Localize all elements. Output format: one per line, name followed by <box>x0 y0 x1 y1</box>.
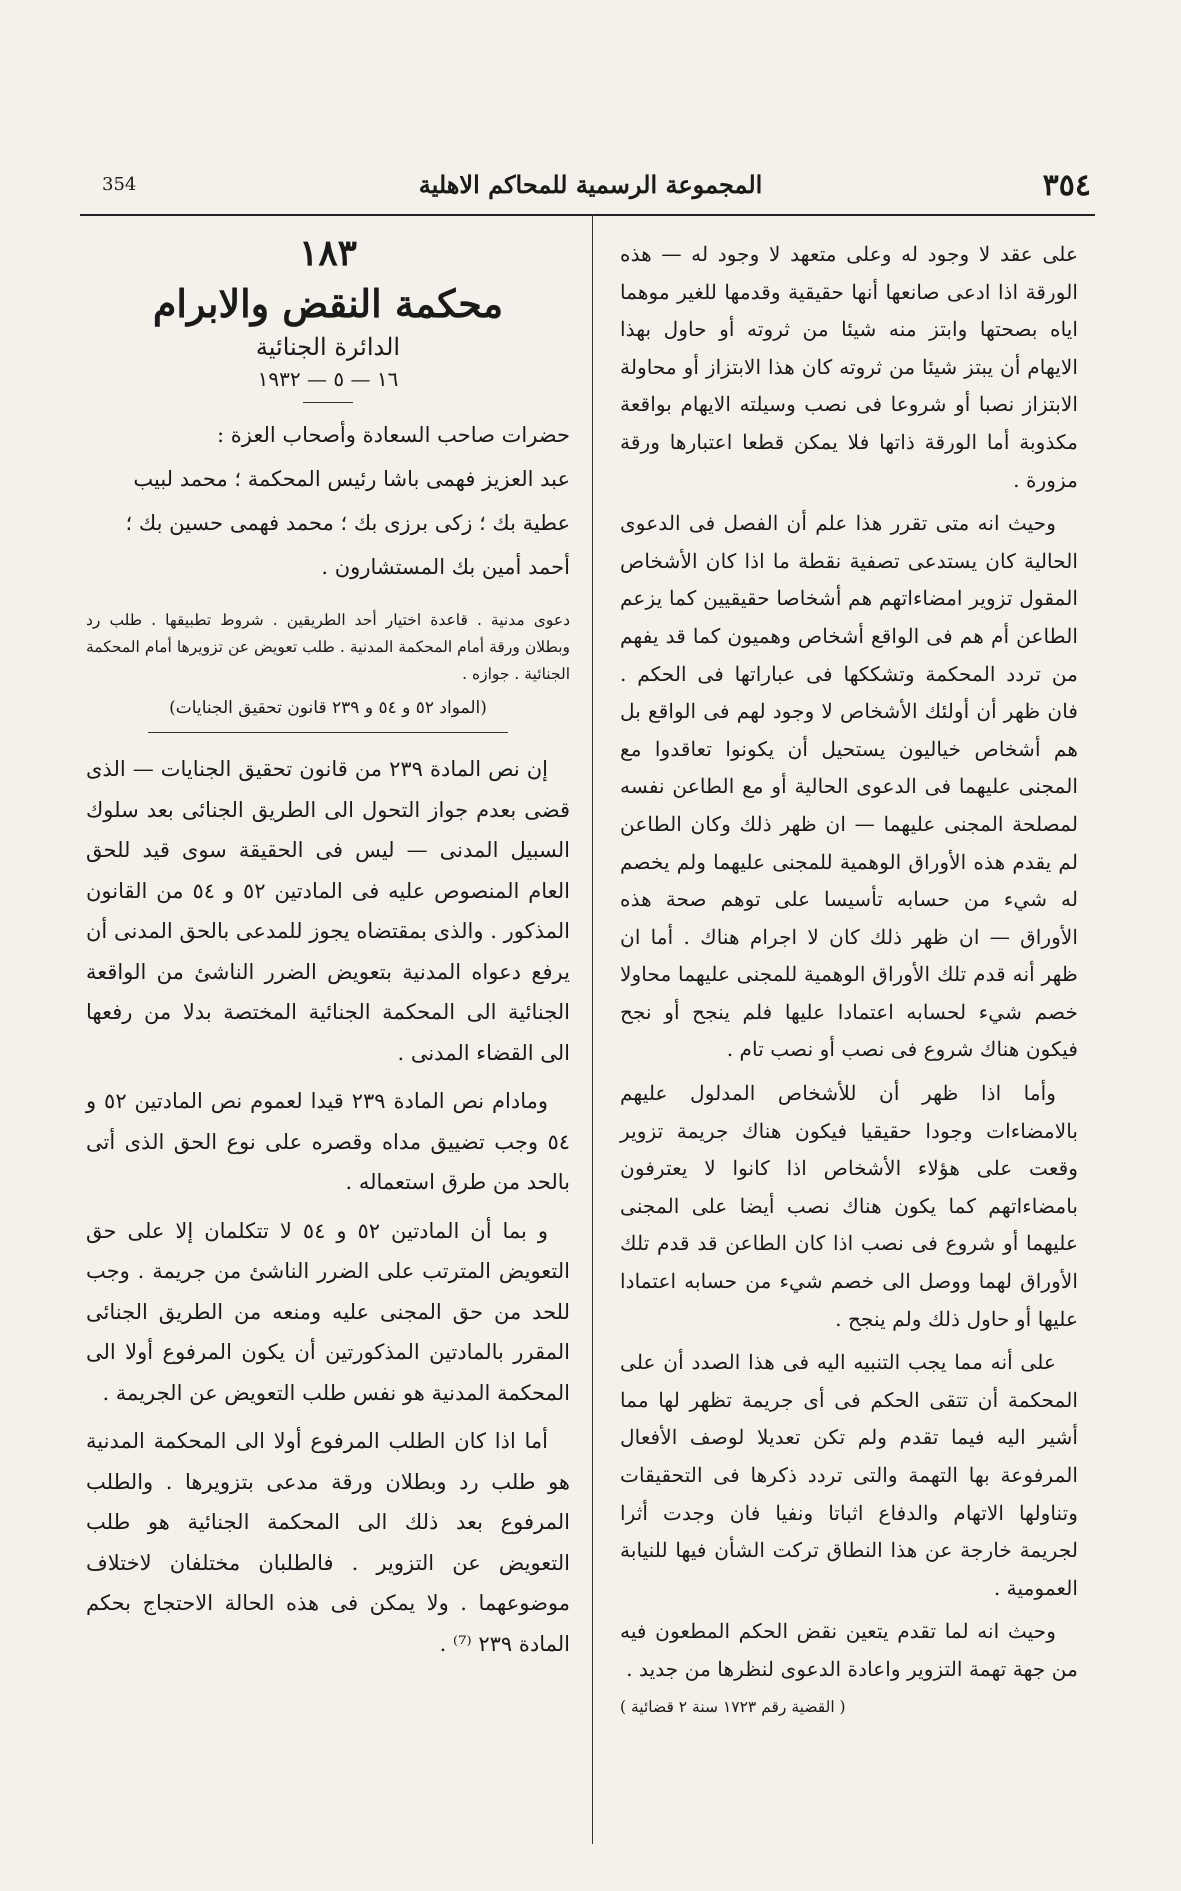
court-name: محكمة النقض والابرام <box>152 281 504 326</box>
left-column <box>86 232 570 1672</box>
right-column <box>620 236 1078 1719</box>
judges-line: أحمد أمين بك المستشارون . <box>321 555 570 579</box>
page-number-arabic: ٣٥٤ <box>1042 168 1091 203</box>
column-divider <box>592 214 593 1844</box>
headnote-paragraph-1: إن نص المادة ٢٣٩ من قانون تحقيق الجنايات — الذى قضى بعدم جواز التحول الى الطريق الجنائى بعد سلوك السبيل المدنى — ليس فى الحقيقة سوى قيد للحق العام المنصوص عليه فى المادتين ٥٢ و ٥٤ من القانون المذكور . والذى بمقتضاه يجوز للمدعى بالحق المدنى أن يرفع دعواه المدنية بتعويض الضرر الناشئ من الواقعة الجنائية الى المحكمة الجنائية المختصة بدلا من رفعها الى القضاء المدنى . <box>86 757 570 1065</box>
headnote-paragraph-2: ومادام نص المادة ٢٣٩ قيدا لعموم نص المادتين ٥٢ و ٥٤ وجب تضييق مداه وقصره على نوع الحق الذى أتى بالحد من طرق استعماله . <box>86 1089 570 1194</box>
page-number-latin: 354 <box>102 174 137 195</box>
headnote-paragraph-4: أما اذا كان الطلب المرفوع أولا الى المحكمة المدنية هو طلب رد وبطلان ورقة مدعى بتزويرها . والطلب المرفوع بعد ذلك الى المحكمة الجنائية هو طلب التعويض عن التزوير . فالطلبان مختلفان لاختلاف موضوعهما . ولا يمكن فى هذه الحالة الاحتجاج بحكم المادة ٢٣٩ ⁽⁷⁾ . <box>86 1429 570 1656</box>
page-header <box>90 168 1091 208</box>
header-rule <box>80 214 1095 216</box>
right-paragraph-2: وحيث انه متى تقرر هذا علم أن الفصل فى الدعوى الحالية كان يستدعى تصفية نقطة ما اذا كان الأشخاص المقول تزوير امضاءاتهم هم أشخاصا حقيقيين كما يزعم الطاعن أم هم فى الواقع أشخاص وهميون كما قد يفهم من تردد المحكمة وتشككها فى عباراتها فى الحكم . فان ظهر أن أولئك الأشخاص لا وجود لهم فى الواقع بل هم أشخاص خياليون يستحيل أن يكونوا تعاقدوا مع المجنى عليهما فى الدعوى الحالية أو مع الطاعن نفسه لمصلحة المجنى عليهما — ان ظهر ذلك وكان الطاعن لم يقدم هذه الأوراق الوهمية للمجنى عليهما ولم يخصم له شيء من حسابه تأسيسا على توهم صحة هذه الأوراق — ان ظهر ذلك كان لا اجرام هناك . أما ان ظهر أنه قدم تلك الأوراق الوهمية للمجنى عليهما محاولا خصم شيء لحسابه اعتمادا عليها فلم ينجح أو نجح فيكون هناك شروع فى نصب أو نصب تام . <box>620 511 1078 1062</box>
judges-line: عبد العزيز فهمى باشا رئيس المحكمة ؛ محمد لبيب <box>133 467 570 491</box>
cited-articles: (المواد ٥٢ و ٥٤ و ٢٣٩ قانون تحقيق الجنايات) <box>169 698 487 718</box>
judges-panel <box>86 413 570 589</box>
section-rule <box>148 732 508 733</box>
publication-title: المجموعة الرسمية للمحاكم الاهلية <box>418 170 763 199</box>
right-paragraph-4: على أنه مما يجب التنبيه اليه فى هذا الصدد أن على المحكمة أن تتقى الحكم فى أى جريمة تظهر لها مما أشير اليه فيما تقدم ولم تكن تعديلا لوصف الأفعال المرفوعة بها التهمة والتى تردد ذكرها فى التحقيقات وتناولها الاتهام والدفاع اثباتا ونفيا فان وجدت أثرا لجريمة خارجة عن هذا النطاق تركت الشأن فيها للنيابة العمومية . <box>620 1350 1078 1600</box>
right-paragraph-1: على عقد لا وجود له وعلى متعهد لا وجود له — هذه الورقة اذا ادعى صانعها أنها حقيقية وقدمها للغير موهما اياه بصحتها وابتز منه شيئا من ثروته أو حاول بهذا الايهام أن يبتز شيئا من ثروته كان هذا الابتزاز أو محاولة الابتزاز نصبا أو شروعا فى نصب وسيلته الايهام بواقعة مكذوبة أما الورقة ذاتها فلا يمكن قطعا اعتبارها ورقة مزورة . <box>620 242 1078 492</box>
judges-line: عطية بك ؛ زكى برزى بك ؛ محمد فهمى حسين بك ؛ <box>125 511 570 535</box>
headnote-body <box>86 749 570 1664</box>
right-paragraph-3: وأما اذا ظهر أن للأشخاص المدلول عليهم بالامضاءات وجودا حقيقيا فيكون هناك جريمة تزوير وقعت على هؤلاء الأشخاص اذا كانوا لا يعترفون بامضاءاتهم كما يكون هناك نصب أيضا على المجنى عليهما أو شروع فى نصب اذا كان الطاعن قد قدم تلك الأوراق لهما ووصل الى خصم شيء من حسابه اعتمادا عليها أو حاول ذلك ولم ينجح . <box>620 1081 1078 1331</box>
case-reference: ( القضية رقم ١٧٢٣ سنة ٢ قضائية ) <box>620 1697 846 1716</box>
right-paragraph-5: وحيث انه لما تقدم يتعين نقض الحكم المطعون فيه من جهة تهمة التزوير واعادة الدعوى لنظرها من جديد . <box>620 1619 1078 1681</box>
case-number: ١٨٣ <box>298 232 357 274</box>
headnote-paragraph-3: و بما أن المادتين ٥٢ و ٥٤ لا تتكلمان إلا على حق التعويض المترتب على الضرر الناشئ من جريمة . وجب للحد من حق المجنى عليه ومنعه من الطريق الجنائى المقرر بالمادتين المذكورتين أن يكون المرفوع أولا الى المحكمة المدنية هو نفس طلب التعويض عن الجريمة . <box>86 1218 570 1405</box>
judgment-date: ١٦ — ٥ — ١٩٣٢ <box>257 367 399 391</box>
judges-line: حضرات صاحب السعادة وأصحاب العزة : <box>216 423 570 447</box>
circuit-name: الدائرة الجنائية <box>255 333 401 361</box>
date-rule <box>303 402 353 403</box>
case-summary: دعوى مدنية . قاعدة اختيار أحد الطريقين . شروط تطبيقها . طلب رد وبطلان ورقة أمام المحكمة المدنية . طلب تعويض عن تزويرها أمام المحكمة الجنائية . جوازه . <box>86 611 570 683</box>
